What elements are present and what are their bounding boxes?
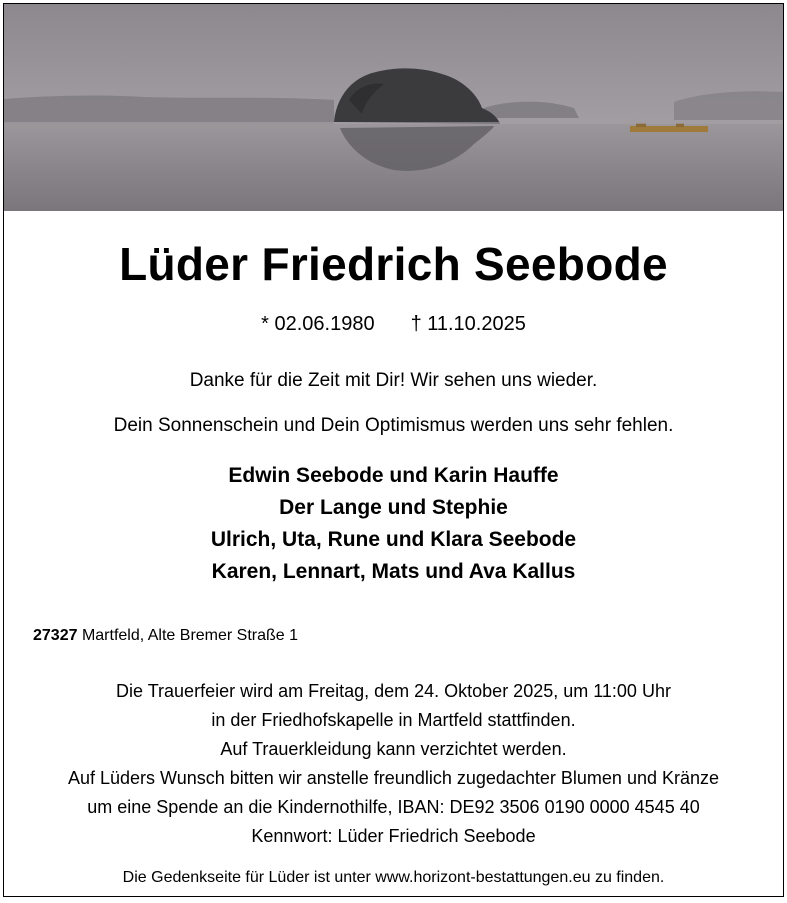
lake-island-image — [4, 4, 783, 211]
mourner-line: Edwin Seebode und Karin Hauffe — [228, 464, 559, 487]
service-line: Kennwort: Lüder Friedrich Seebode — [251, 826, 536, 846]
family-address — [33, 624, 298, 648]
misty-lake-photo — [4, 4, 783, 211]
tribute-line: Dein Sonnenschein und Dein Optimismus werden uns sehr fehlen. — [113, 415, 674, 436]
death-date: † 11.10.2025 — [410, 313, 526, 335]
funeral-service-info — [4, 677, 783, 851]
obituary-notice — [3, 3, 784, 897]
deceased-name: Lüder Friedrich Seebode — [119, 238, 668, 290]
memorial-page-note: Die Gedenkseite für Lüder ist unter www.horizont-bestattungen.eu zu finden. — [122, 869, 665, 886]
mourner-line: Ulrich, Uta, Rune und Klara Seebode — [210, 528, 577, 551]
service-line: in der Friedhofskapelle in Martfeld stattfinden. — [211, 710, 576, 730]
street-address: Martfeld, Alte Bremer Straße 1 — [81, 627, 299, 644]
service-line: Auf Trauerkleidung kann verzichtet werden. — [220, 739, 567, 759]
birth-date: * 02.06.1980 — [261, 313, 375, 335]
mourner-line: Der Lange und Stephie — [279, 496, 508, 519]
mourners-list — [4, 460, 783, 588]
service-line: um eine Spende an die Kindernothilfe, IBAN: DE92 3506 0190 0000 4545 40 — [87, 797, 700, 817]
postal-code: 27327 — [33, 627, 78, 644]
thanks-line: Danke für die Zeit mit Dir! Wir sehen uns wieder. — [189, 370, 598, 391]
life-dates — [4, 310, 783, 338]
service-line: Die Trauerfeier wird am Freitag, dem 24. Oktober 2025, um 11:00 Uhr — [116, 681, 671, 701]
service-line: Auf Lüders Wunsch bitten wir anstelle freundlich zugedachter Blumen und Kränze — [67, 768, 720, 788]
mourner-line: Karen, Lennart, Mats und Ava Kallus — [211, 560, 576, 583]
